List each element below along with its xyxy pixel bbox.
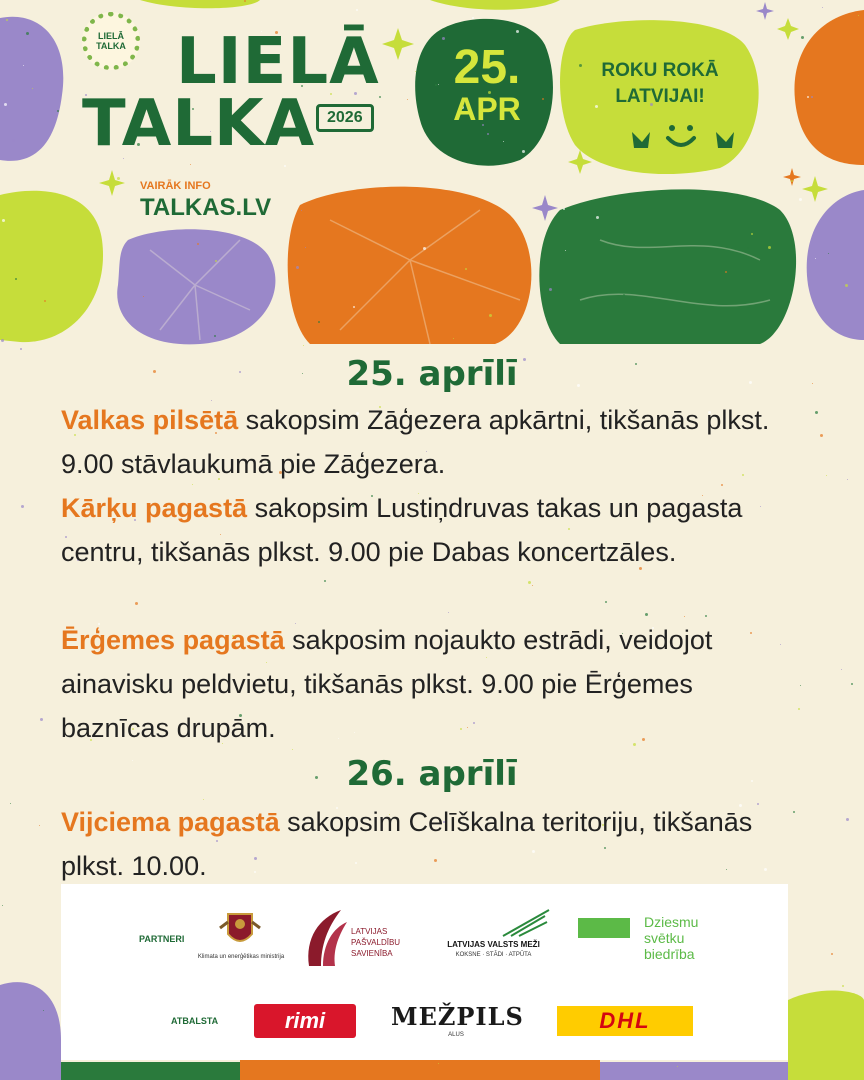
date-month: APR bbox=[453, 91, 521, 127]
speckle bbox=[10, 803, 11, 804]
website-link[interactable]: TALKAS.LV bbox=[140, 194, 272, 221]
mezpils-sub: ALUS bbox=[448, 1032, 464, 1038]
dsb-line1: Dziesmu bbox=[644, 914, 699, 930]
speckle bbox=[684, 616, 685, 617]
dsb-line2: svētku bbox=[644, 930, 685, 946]
lps-line3: SAVIENĪBA bbox=[351, 949, 393, 958]
dsb-name bbox=[644, 914, 698, 962]
rimi-logo bbox=[254, 1004, 356, 1038]
lvm-tagline: KOKSNE · STĀDI · ATPŪTA bbox=[455, 952, 532, 958]
lielā-talka-badge-logo bbox=[82, 12, 140, 70]
lvm-name: LATVIJAS VALSTS MEŽI bbox=[447, 940, 540, 949]
event-date-badge bbox=[432, 41, 542, 127]
partners-label: PARTNERI bbox=[139, 934, 185, 944]
place-name: Kārķu pagastā bbox=[61, 493, 248, 523]
item-text: sakopsim Celīškalna teritoriju, tikšanās plkst. 10.00. bbox=[61, 807, 753, 881]
year-tag: 2026 bbox=[316, 104, 374, 132]
day1-item-2 bbox=[61, 486, 801, 574]
partners-panel bbox=[61, 884, 788, 1060]
lvm-tree-icon bbox=[501, 908, 551, 938]
speckle bbox=[21, 505, 24, 508]
speckle bbox=[842, 985, 844, 987]
slogan-line2: LATVIJAI! bbox=[615, 86, 705, 107]
day1-heading: 25. aprīlī bbox=[346, 354, 518, 394]
slogan-line1: ROKU ROKĀ bbox=[601, 60, 719, 81]
day2-item-1 bbox=[61, 800, 801, 888]
speckle bbox=[826, 475, 827, 476]
speckle bbox=[448, 612, 449, 613]
speckle bbox=[2, 905, 3, 906]
ministry-name: Klimata un enerģētikas ministrija bbox=[197, 954, 285, 960]
speckle bbox=[135, 602, 138, 605]
speckle bbox=[39, 825, 40, 826]
dhl-text: DHL bbox=[599, 1008, 651, 1033]
item-text: sakopsim Lustiņdruvas takas un pagasta centru, tikšanās plkst. 9.00 pie Dabas koncertzāles. bbox=[61, 493, 743, 567]
item-text: sakposim nojaukto estrādi, veidojot ainavisku peldvietu, tikšanās plkst. 9.00 pie Ērģemes baznīcas drupām. bbox=[61, 625, 713, 743]
lps-line1: LATVIJAS bbox=[351, 927, 388, 936]
speckle bbox=[532, 585, 533, 586]
speckle bbox=[841, 669, 842, 670]
speckle bbox=[851, 683, 853, 685]
speckle bbox=[438, 1063, 439, 1064]
place-name: Ērģemes pagastā bbox=[61, 625, 285, 655]
more-info-label: VAIRĀK INFO bbox=[140, 180, 211, 192]
speckle bbox=[645, 613, 648, 616]
rimi-text: rimi bbox=[284, 1008, 326, 1033]
speckle bbox=[677, 1066, 678, 1067]
coat-of-arms-icon bbox=[216, 908, 264, 952]
speckle bbox=[605, 601, 607, 603]
lps-logo-icon bbox=[301, 908, 351, 968]
speckle bbox=[705, 615, 707, 617]
day1-item-1 bbox=[61, 398, 801, 486]
lps-line2: PAŠVALDĪBU bbox=[351, 938, 401, 947]
event-header bbox=[0, 0, 864, 350]
speckle bbox=[324, 580, 326, 582]
item-text: sakopsim Zāģezera apkārtni, tikšanās plkst. 9.00 stāvlaukumā pie Zāģezera. bbox=[61, 405, 770, 479]
place-name: Vijciema pagastā bbox=[61, 807, 280, 837]
speckle bbox=[815, 411, 818, 414]
support-label: ATBALSTA bbox=[171, 1016, 219, 1026]
slogan bbox=[575, 58, 745, 110]
speckle bbox=[40, 718, 43, 721]
speckle bbox=[820, 434, 823, 437]
speckle bbox=[43, 1010, 44, 1011]
title-line2: TALKA bbox=[82, 87, 316, 161]
speckle bbox=[831, 953, 833, 955]
place-name: Valkas pilsētā bbox=[61, 405, 239, 435]
smile-hands-icon bbox=[628, 118, 738, 158]
speckle bbox=[847, 479, 848, 480]
day1-item-3 bbox=[61, 618, 801, 750]
dsb-line3: biedrība bbox=[644, 946, 695, 962]
day2-heading: 26. aprīlī bbox=[346, 754, 518, 794]
title-line1: LIELĀ bbox=[176, 25, 380, 99]
badge-line2: TALKA bbox=[96, 41, 126, 51]
lps-name bbox=[351, 926, 400, 959]
mezpils-logo: MEŽPILS bbox=[391, 1002, 524, 1031]
dhl-logo bbox=[557, 1006, 693, 1036]
speckle bbox=[846, 818, 849, 821]
date-day: 25. bbox=[453, 41, 521, 94]
dsb-logo-bar bbox=[578, 918, 630, 938]
badge-line1: LIELĀ bbox=[98, 31, 124, 41]
speckle bbox=[528, 581, 531, 584]
